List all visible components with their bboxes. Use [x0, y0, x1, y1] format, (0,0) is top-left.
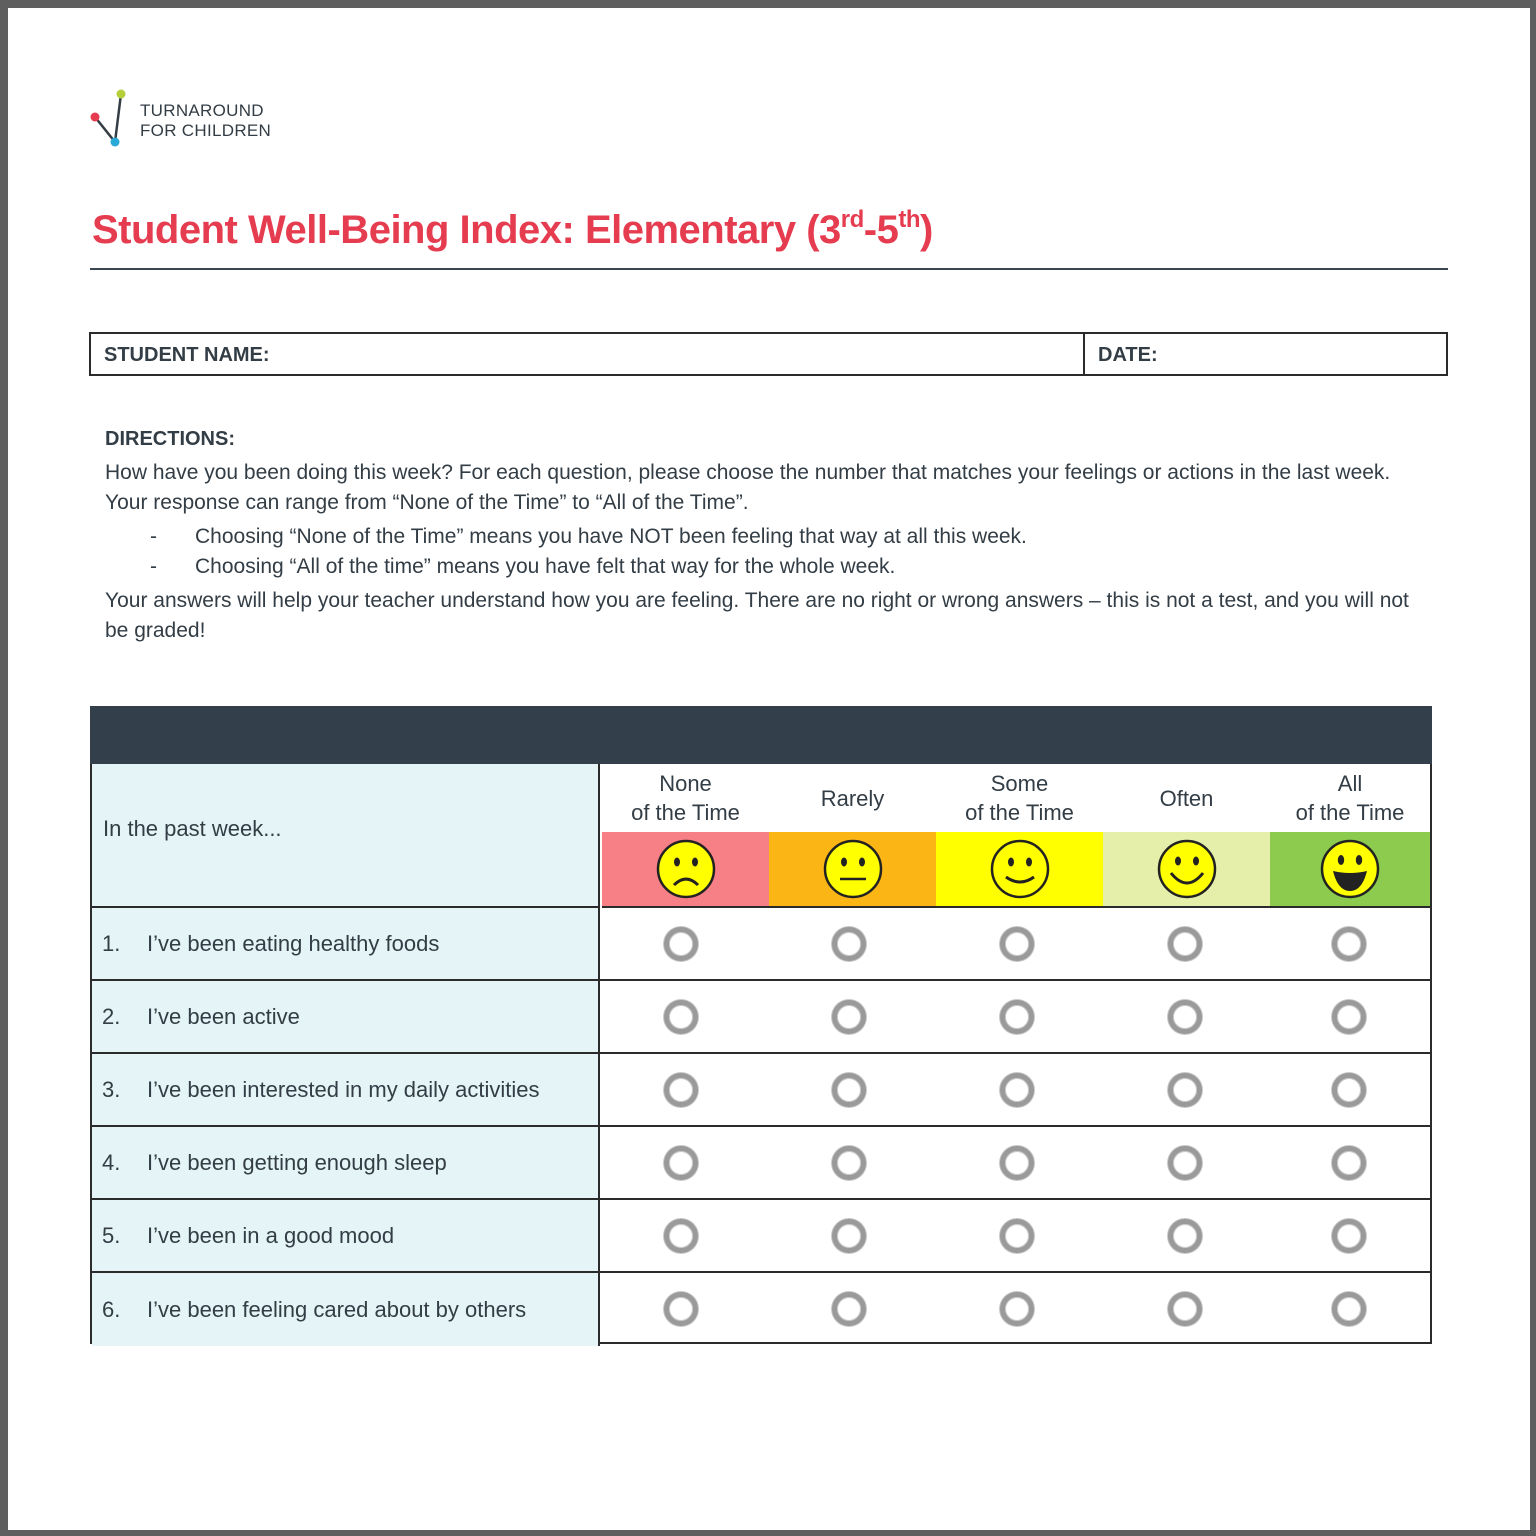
- frown-face-icon: [656, 839, 716, 899]
- title-sup-rd: rd: [840, 206, 864, 233]
- logo-mark-icon: [88, 86, 132, 150]
- logo-line-2: FOR CHILDREN: [140, 121, 272, 140]
- title-main: Student Well-Being Index: Elementary (3: [92, 208, 841, 252]
- column-header-line1: Rarely: [820, 785, 885, 811]
- date-label: DATE:: [1098, 344, 1158, 366]
- question-label: [92, 1127, 600, 1198]
- directions-intro: How have you been doing this week? For each question, please choose the number that matches your feelings or actions in the last week. Your response can range from “None of the Time” to “All of the Time”.: [105, 461, 1391, 514]
- column-header-line1: All: [1337, 771, 1363, 796]
- radio-q3-opt1[interactable]: [664, 1073, 698, 1107]
- radio-q2-opt3[interactable]: [1000, 1000, 1034, 1034]
- directions-outro: Your answers will help your teacher understand how you are feeling. There are no right or wrong answers – this is not a test, and you will not be graded!: [105, 589, 1409, 642]
- column-header-line2: of the Time: [631, 800, 740, 825]
- question-label: [92, 1054, 600, 1125]
- student-info-box: [89, 332, 1448, 376]
- question-row: [92, 1200, 1430, 1273]
- radio-q4-opt5[interactable]: [1332, 1146, 1366, 1180]
- face-cell-often: [1103, 832, 1270, 908]
- radio-q6-opt1[interactable]: [664, 1292, 698, 1326]
- radio-q5-opt5[interactable]: [1332, 1219, 1366, 1253]
- column-header-rarely: [769, 764, 936, 832]
- question-number: 3.: [102, 1076, 121, 1102]
- question-label: [92, 981, 600, 1052]
- question-row: [92, 1273, 1430, 1346]
- radio-q6-opt2[interactable]: [832, 1292, 866, 1326]
- column-header-line1: Some: [990, 771, 1049, 796]
- face-cell-some: [936, 832, 1103, 908]
- question-number: 2.: [102, 1003, 121, 1029]
- survey-table: [90, 706, 1432, 1344]
- radio-q5-opt2[interactable]: [832, 1219, 866, 1253]
- radio-q4-opt2[interactable]: [832, 1146, 866, 1180]
- question-number: 1.: [102, 930, 121, 956]
- question-label: [92, 1273, 600, 1346]
- radio-q1-opt5[interactable]: [1332, 927, 1366, 961]
- title-end: ): [920, 208, 933, 252]
- column-header-often: [1103, 764, 1270, 832]
- big-smile-face-icon: [1320, 839, 1380, 899]
- question-row: [92, 981, 1430, 1054]
- radio-q2-opt5[interactable]: [1332, 1000, 1366, 1034]
- directions-item-text: Choosing “All of the time” means you have felt that way for the whole week.: [195, 555, 896, 578]
- question-number: 5.: [102, 1222, 121, 1248]
- title-sup-th: th: [898, 206, 921, 233]
- radio-q2-opt1[interactable]: [664, 1000, 698, 1034]
- face-cell-none: [602, 832, 769, 908]
- column-header-some: [936, 764, 1103, 832]
- radio-q5-opt4[interactable]: [1168, 1219, 1202, 1253]
- column-header-line1: None: [659, 771, 712, 796]
- question-text: I’ve been in a good mood: [147, 1222, 395, 1248]
- question-label: [92, 908, 600, 979]
- logo-line-1: TURNAROUND: [140, 101, 264, 120]
- radio-q1-opt4[interactable]: [1168, 927, 1202, 961]
- directions-section: [105, 424, 1435, 646]
- question-text: I’ve been interested in my daily activities: [147, 1076, 540, 1102]
- column-header-none: [602, 764, 769, 832]
- radio-q1-opt3[interactable]: [1000, 927, 1034, 961]
- column-header-line2: of the Time: [1295, 800, 1405, 825]
- question-number: 6.: [102, 1296, 121, 1322]
- question-row: [92, 1127, 1430, 1200]
- slight-smile-face-icon: [990, 839, 1050, 899]
- bullet-dash: -: [150, 525, 157, 548]
- smile-face-icon: [1157, 839, 1217, 899]
- student-name-field[interactable]: [91, 334, 1085, 374]
- directions-list: [150, 522, 1435, 582]
- neutral-face-icon: [823, 839, 883, 899]
- radio-q6-opt3[interactable]: [1000, 1292, 1034, 1326]
- radio-q1-opt2[interactable]: [832, 927, 866, 961]
- directions-item: [150, 552, 1435, 582]
- question-text: I’ve been feeling cared about by others: [147, 1296, 527, 1322]
- page-title: [92, 208, 933, 253]
- question-text: I’ve been getting enough sleep: [147, 1149, 447, 1175]
- radio-q4-opt3[interactable]: [1000, 1146, 1034, 1180]
- question-label: [92, 1200, 600, 1271]
- turnaround-logo: [88, 86, 288, 152]
- column-header-line2: of the Time: [965, 800, 1074, 825]
- title-mid: -5: [863, 208, 899, 252]
- radio-q2-opt2[interactable]: [832, 1000, 866, 1034]
- radio-q4-opt1[interactable]: [664, 1146, 698, 1180]
- date-field[interactable]: [1085, 334, 1446, 374]
- title-divider: [90, 268, 1448, 270]
- radio-q2-opt4[interactable]: [1168, 1000, 1202, 1034]
- radio-q5-opt3[interactable]: [1000, 1219, 1034, 1253]
- radio-q6-opt4[interactable]: [1168, 1292, 1202, 1326]
- question-number: 4.: [102, 1149, 121, 1175]
- radio-q4-opt4[interactable]: [1168, 1146, 1202, 1180]
- radio-q5-opt1[interactable]: [664, 1219, 698, 1253]
- column-header-line1: Often: [1159, 785, 1214, 811]
- radio-q3-opt3[interactable]: [1000, 1073, 1034, 1107]
- directions-heading: DIRECTIONS:: [105, 428, 235, 450]
- radio-q3-opt2[interactable]: [832, 1073, 866, 1107]
- logo-wordmark: [140, 101, 271, 141]
- bullet-dash: -: [150, 555, 157, 578]
- face-cell-rarely: [769, 832, 936, 908]
- directions-item: [150, 522, 1435, 552]
- radio-q3-opt5[interactable]: [1332, 1073, 1366, 1107]
- column-header-all: [1270, 764, 1430, 832]
- radio-q1-opt1[interactable]: [664, 927, 698, 961]
- question-text: I’ve been eating healthy foods: [147, 930, 440, 956]
- prompt-text: In the past week...: [103, 816, 282, 841]
- question-row: [92, 1054, 1430, 1127]
- question-row: [92, 908, 1430, 981]
- survey-body: [90, 764, 1432, 1344]
- radio-q6-opt5[interactable]: [1332, 1292, 1366, 1326]
- survey-header-bar: [90, 706, 1432, 764]
- directions-item-text: Choosing “None of the Time” means you have NOT been feeling that way at all this week.: [195, 525, 1027, 548]
- radio-q3-opt4[interactable]: [1168, 1073, 1202, 1107]
- prompt-cell: [92, 764, 600, 908]
- face-cell-all: [1270, 832, 1430, 908]
- student-name-label: STUDENT NAME:: [104, 344, 270, 366]
- question-text: I’ve been active: [147, 1003, 300, 1029]
